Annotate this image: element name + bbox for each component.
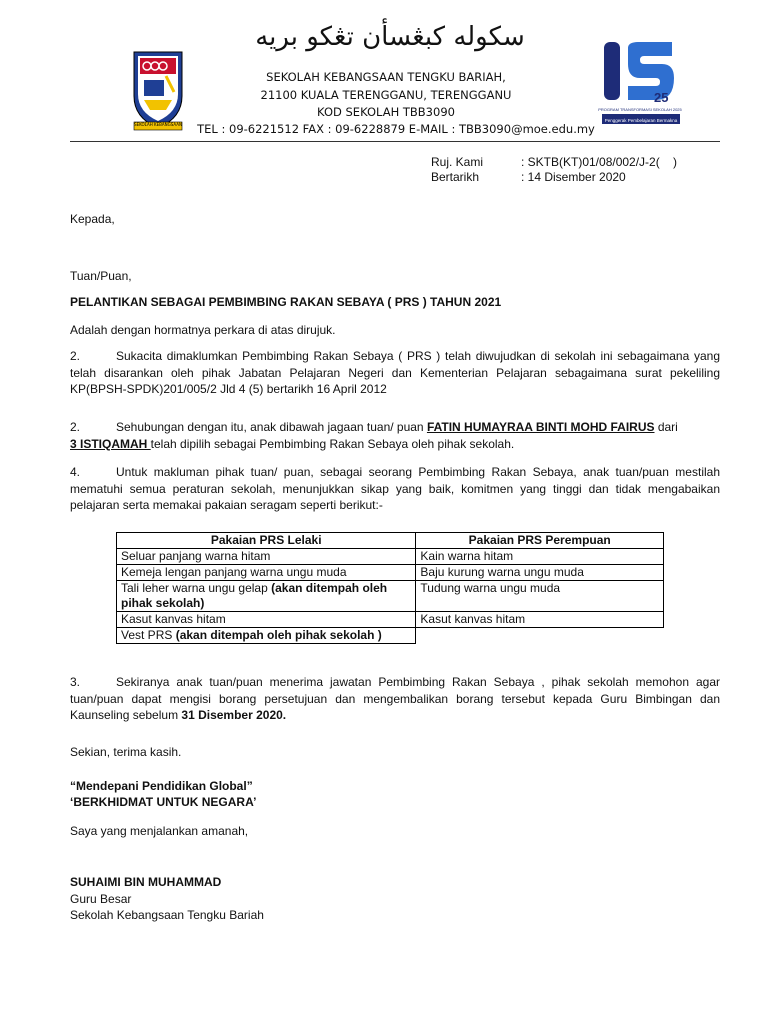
table-cell-male — [117, 581, 416, 612]
student-name: FATIN HUMAYRAA BINTI MOHD FAIRUS — [426, 420, 655, 434]
ts25-small-caption: PROGRAM TRANSFORMASI SEKOLAH 2025 — [598, 107, 682, 112]
paragraph-2-text-a: Sehubungan dengan itu, anak dibawah jagaan tuan/ puan — [116, 420, 427, 434]
cell-text: Kasut kanvas hitam — [121, 612, 226, 626]
cell-note-bold: (akan ditempah oleh pihak sekolah) — [121, 581, 388, 610]
table-row — [117, 581, 664, 612]
cell-text: Seluar panjang warna hitam — [121, 549, 271, 563]
signatory-title: Guru Besar — [70, 892, 132, 906]
crest-banner-text: SEKOLAH KEBANGSAAN — [134, 122, 182, 127]
table-cell-male — [117, 565, 416, 581]
opening-line: Adalah dengan hormatnya perkara di atas dirujuk. — [70, 323, 336, 337]
table-cell-female: Tudung warna ungu muda — [416, 581, 664, 612]
table-cell-female — [416, 628, 664, 644]
school-address: 21100 KUALA TERENGGANU, TERENGGANU — [260, 88, 512, 102]
paragraph-2-text-b: dari — [654, 420, 678, 434]
cell-text: Vest PRS — [121, 628, 176, 642]
paragraph-1-number: 2. — [70, 349, 81, 363]
jawi-school-name: سکوله کبڠسأن تڠکو بريه — [255, 22, 525, 52]
deadline-date: 31 Disember 2020. — [181, 708, 287, 722]
paragraph-4 — [70, 674, 720, 724]
paragraph-4-text: Sekiranya anak tuan/puan menerima jawatan Pembimbing Rakan Sebaya , pihak sekolah memohon agar tuan/puan dapat mengisi borang persetujuan dan mengembalikan borang tersebut kepada Guru Bimbingan dan Kaunseling sebelum — [70, 675, 720, 722]
closing-trust: Saya yang menjalankan amanah, — [70, 824, 249, 838]
tuan-puan: Tuan/Puan, — [70, 269, 132, 283]
table-header-male: Pakaian PRS Lelaki — [117, 533, 416, 549]
table-cell-female: Baju kurung warna ungu muda — [416, 565, 664, 581]
table-row — [117, 612, 664, 628]
paragraph-3-text: Untuk makluman pihak tuan/ puan, sebagai seorang Pembimbing Rakan Sebaya, anak tuan/puan mestilah mematuhi semua peraturan sekolah, menunjukkan sikap yang baik, komitmen yang tinggi dan tidak mengabaikan pelajaran serta memakai pakaian seragam seperti berikut:- — [70, 465, 720, 512]
closing-thanks: Sekian, terima kasih. — [70, 745, 182, 759]
header-divider — [70, 141, 720, 142]
school-code: KOD SEKOLAH TBB3090 — [317, 105, 455, 119]
paragraph-1-text: Sukacita dimaklumkan Pembimbing Rakan Sebaya ( PRS ) telah diwujudkan di sekolah ini sebagaimana yang telah disarankan oleh pihak Jabatan Pelajaran Negeri dan Kementerian Pelajaran sebagaimana surat pekeliling KP(BPSH-SPDK)201/005/2 Jld 4 (5) bertarikh 16 April 2012 — [70, 349, 720, 396]
paragraph-2-text-c: telah dipilih sebagai Pembimbing Rakan Sebaya oleh pihak sekolah. — [150, 436, 515, 451]
paragraph-4-number: 3. — [70, 675, 81, 689]
class-name: 3 ISTIQAMAH — [70, 436, 151, 451]
cell-text: Tali leher warna ungu gelap — [121, 581, 272, 595]
ruj-value: : SKTB(KT)01/08/002/J-2( ) — [521, 155, 678, 169]
letter-subject: PELANTIKAN SEBAGAI PEMBIMBING RAKAN SEBAYA ( PRS ) TAHUN 2021 — [70, 295, 502, 309]
signatory-name: SUHAIMI BIN MUHAMMAD — [70, 875, 222, 889]
kepada: Kepada, — [70, 212, 115, 226]
table-cell-female: Kasut kanvas hitam — [416, 612, 664, 628]
signatory-school: Sekolah Kebangsaan Tengku Bariah — [70, 908, 264, 922]
table-header-row — [117, 533, 664, 549]
paragraph-3-number: 4. — [70, 465, 81, 479]
table-row — [117, 565, 664, 581]
ts25-number: 25 — [654, 90, 669, 105]
uniform-table — [116, 532, 664, 644]
ruj-label: Ruj. Kami — [431, 155, 484, 169]
paragraph-1 — [70, 348, 720, 398]
table-row — [117, 628, 664, 644]
table-row — [117, 549, 664, 565]
table-cell-female: Kain warna hitam — [416, 549, 664, 565]
cell-note-bold: (akan ditempah oleh pihak sekolah ) — [175, 628, 382, 642]
table-header-female: Pakaian PRS Perempuan — [416, 533, 664, 549]
table-cell-male — [117, 628, 416, 644]
paragraph-2-number: 2. — [70, 420, 81, 434]
table-cell-male — [117, 549, 416, 565]
school-name: SEKOLAH KEBANGSAAN TENGKU BARIAH, — [266, 70, 506, 84]
school-contact: TEL : 09-6221512 FAX : 09-6228879 E-MAIL : TBB3090@moe.edu.my — [197, 122, 595, 136]
paragraph-2 — [70, 419, 720, 452]
paragraph-3 — [70, 464, 720, 514]
motto-2: ‘BERKHIDMAT UNTUK NEGARA’ — [70, 795, 257, 809]
table-cell-male — [117, 612, 416, 628]
date-value: : 14 Disember 2020 — [521, 170, 626, 184]
cell-text: Kemeja lengan panjang warna ungu muda — [121, 565, 347, 579]
date-label: Bertarikh — [431, 170, 480, 184]
ts25-caption: Penggerak Pembelajaran Bermakna — [604, 118, 678, 123]
motto-1: “Mendepani Pendidikan Global” — [70, 779, 253, 793]
